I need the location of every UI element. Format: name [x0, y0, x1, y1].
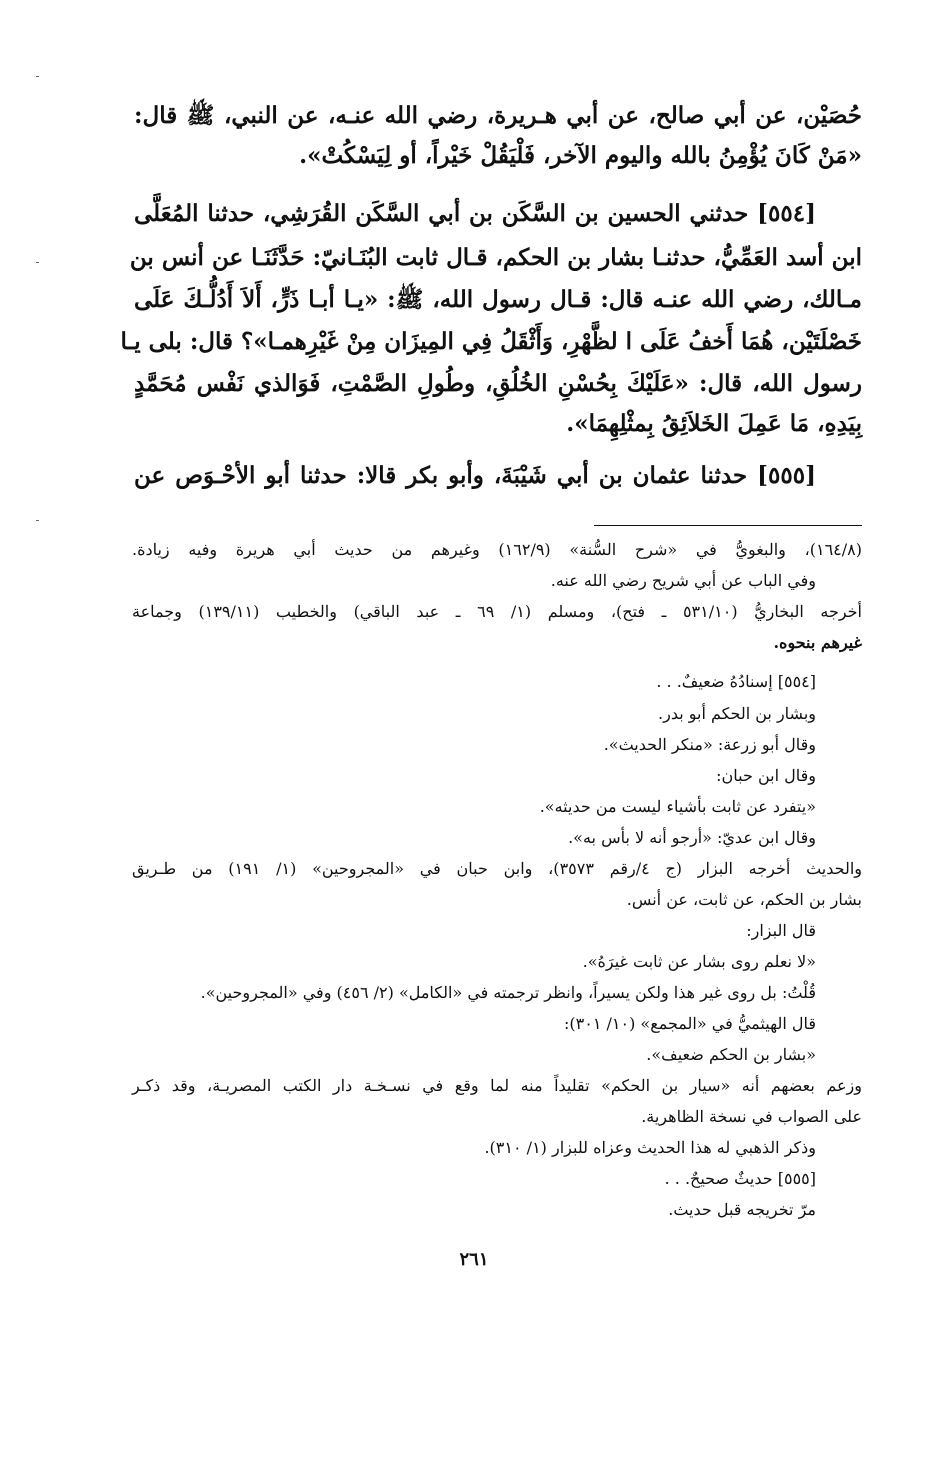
footnote-line: أخرجه البخاريُّ (٥٣١/١٠ ـ فتح)، ومسلم (١/ ٦٩ ـ عبد الباقي) والخطيب (١٣٩/١١) وجماعة — [132, 602, 862, 621]
footnote-divider — [594, 525, 862, 526]
footnote-line: قُلْتُ: بل روى غير هذا ولكن يسيراً، وانظر ترجمته في «الكامل» (٢/ ٤٥٦) وفي «المجروحين». — [200, 983, 816, 1002]
main-text-line: خَصْلَتَيْن، هُمَا أَخفُ عَلَى ا لظَّهْرِ، وَأَثْقَلُ فِي المِيزَان مِنْ غَيْرِهمـا»؟ قال: بلى يـا — [120, 328, 862, 355]
main-text-line: «مَنْ كَانَ يُؤْمِنُ بالله واليوم الآخر، فَلْيَقُلْ خَيْراً، أو لِيَسْكُتْ». — [299, 142, 862, 169]
footnote-line: «يتفرد عن ثابت بأشياء ليست من حديثه». — [539, 797, 816, 816]
footnote-line: وقال ابن عديّ: «أرجو أنه لا بأس به». — [568, 828, 816, 847]
footnote-line: [٥٥٥] حديثٌ صحيحٌ. . . — [664, 1169, 816, 1188]
footnote-line: وزعم بعضهم أنه «سيار بن الحكم» تقليداً منه لما وقع في نسـخـة دار الكتب المصريـة، وقد ذكـر — [132, 1076, 862, 1095]
footnote-line: وفي الباب عن أبي شريح رضي الله عنه. — [550, 571, 816, 590]
scan-mark — [36, 262, 39, 263]
footnote-line: وقال أبو زرعة: «منكر الحديث». — [603, 735, 816, 754]
footnote-line: «بشار بن الحكم ضعيف». — [646, 1045, 816, 1064]
main-text-line: رسول الله، قال: «عَلَيْكَ بِحُسْنِ الخُلُقِ، وطُولِ الصَّمْتِ، فَوَالذي نَفْس مُحَمَّدٍ — [134, 370, 862, 397]
footnote-line: وبشار بن الحكم أبو بدر. — [658, 704, 816, 723]
footnote-line: غيرهم بنحوه. — [773, 633, 862, 652]
footnote-line: بشار بن الحكم، عن ثابت، عن أنس. — [626, 890, 862, 909]
scan-mark — [36, 520, 39, 521]
main-text-line: مـالك، رضي الله عنـه قال: قـال رسول الله، ﷺ: «يـا أبـا ذَرٍّ، أَلاَ أَدُلُّـكَ عَلَى — [134, 286, 862, 313]
main-text-line: ابن أسد العَمِّيُّ، حدثنـا بشار بن الحكم، قـال ثابت البُنَـانيّ: حَدَّثَنَـا عن أنس بن — [129, 244, 862, 271]
footnote-line: مرّ تخريجه قبل حديث. — [668, 1200, 816, 1219]
footnote-line: قال الهيثميُّ في «المجمع» (١٠/ ٣٠١): — [564, 1014, 816, 1033]
footnote-line: على الصواب في نسخة الظاهرية. — [641, 1107, 862, 1126]
footnote-line: (١٦٤/٨)، والبغويُّ في «شرح السُّنة» (١٦٢/٩) وغيرهم من حديث أبي هريرة وفيه زيادة. — [132, 540, 862, 559]
footnote-line: وذكر الذهبي له هذا الحديث وعزاه للبزار (١/ ٣١٠). — [484, 1138, 816, 1157]
main-text-line: حُصَيْن، عن أبي صالح، عن أبي هـريرة، رضي الله عنـه، عن النبي، ﷺ قال: — [134, 102, 862, 129]
footnote-line: [٥٥٤] إسنادُهُ ضعيفٌ. . . — [656, 672, 816, 691]
main-text-line: [٥٥٤] حدثني الحسين بن السَّكَن بن أبي السَّكَن القُرَشِي، حدثنا المُعَلَّى — [134, 200, 816, 227]
footnote-line: وقال ابن حبان: — [716, 766, 816, 785]
scan-mark — [36, 76, 39, 77]
main-text-line: بِيَدِهِ، مَا عَمِلَ الخَلاَئِقُ بِمثْلِهِمَا». — [566, 410, 862, 437]
main-text-line: [٥٥٥] حدثنا عثمان بن أبي شَيْبَةَ، وأبو بكر قالا: حدثنا أبو الأحْـوَص عن — [134, 462, 816, 489]
footnote-line: «لا نعلم روى بشار عن ثابت غيرَهُ». — [582, 952, 816, 971]
footnote-line: والحديث أخرجه البزار (ج ٤/رقم ٣٥٧٣)، وابن حبان في «المجروحين» (١/ ١٩١) من طـريق — [132, 859, 863, 878]
footnote-line: قال البزار: — [746, 921, 816, 940]
page-number: ٢٦١ — [459, 1249, 489, 1270]
